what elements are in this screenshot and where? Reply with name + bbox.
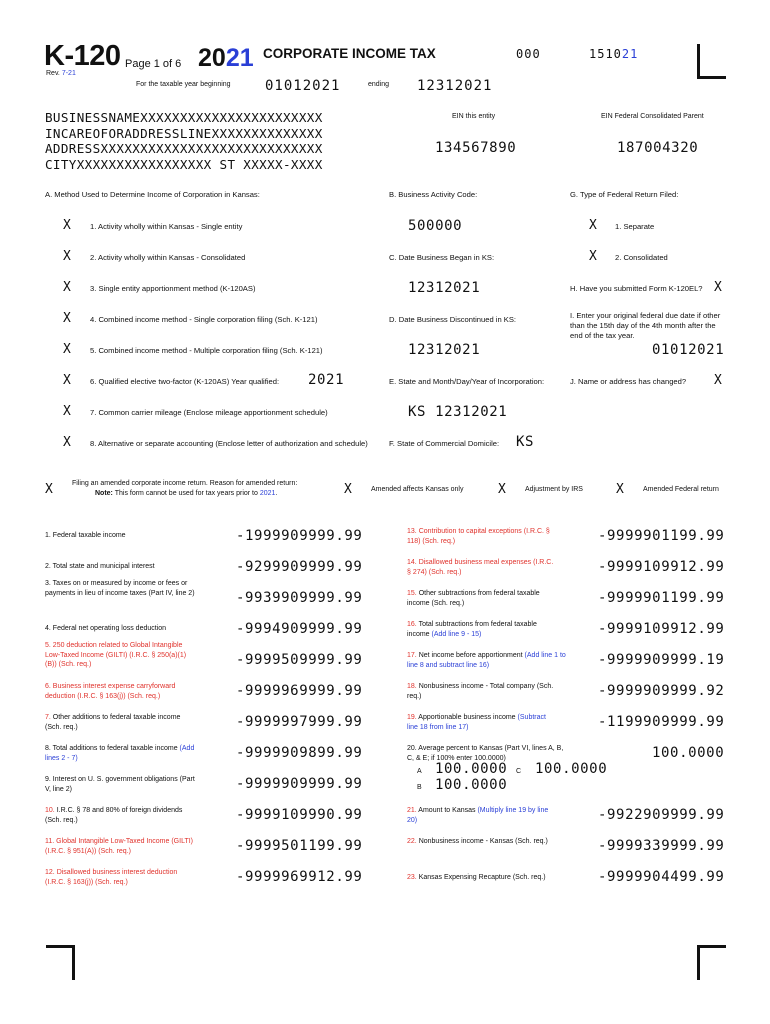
tax-year-heading — [198, 44, 254, 73]
corner-mark-top-right — [697, 44, 726, 79]
incorporation-label: E. State and Month/Day/Year of Incorporation: — [389, 377, 545, 386]
line-21-label: 21. Amount to Kansas (Multiply line 19 by line 20) — [407, 807, 549, 824]
year-prefix: 20 — [198, 44, 226, 72]
line-12-value[interactable]: -9999969912.99 — [236, 869, 363, 885]
kansas-only-checkbox[interactable]: X — [344, 482, 352, 497]
line-5-value[interactable]: -9999509999.99 — [236, 652, 363, 668]
line-21-value[interactable]: -9922909999.99 — [598, 807, 725, 823]
line-23-value[interactable]: -9999904499.99 — [598, 869, 725, 885]
revision-label — [46, 70, 76, 77]
corner-mark-bottom-right — [697, 945, 726, 980]
section-a-checkbox-5[interactable]: X — [63, 342, 71, 357]
line-19-label: 19. Apportionable business income (Subtract line 18 from line 17) — [407, 714, 546, 731]
k120el-question: H. Have you submitted Form K-120EL? — [570, 284, 703, 293]
amended-note: Note: This form cannot be used for tax years prior to 2021. — [95, 490, 278, 497]
line-3-value[interactable]: -9939909999.99 — [236, 590, 363, 606]
address-block — [45, 110, 323, 172]
irs-adjustment-label: Adjustment by IRS — [525, 486, 583, 493]
address-line[interactable]: INCAREOFORADDRESSLINEXXXXXXXXXXXXXX — [45, 125, 323, 141]
amended-federal-checkbox[interactable]: X — [616, 482, 624, 497]
line-3-label: 3. Taxes on or measured by income or fees or payments in lieu of income taxes (Part IV, line 2) — [45, 580, 195, 597]
k120el-checkbox[interactable]: X — [714, 280, 722, 295]
line-13-label: 13. Contribution to capital exceptions (I.R.C. § 118) (Sch. req.) — [407, 528, 550, 545]
amended-checkbox[interactable]: X — [45, 482, 53, 497]
line-16-value[interactable]: -9999109912.99 — [598, 621, 725, 637]
line-7-label: 7. Other additions to federal taxable income (Sch. req.) — [45, 714, 181, 731]
line-7-value[interactable]: -9999997999.99 — [236, 714, 363, 730]
line-2-value[interactable]: -9299909999.99 — [236, 559, 363, 575]
section-a-heading: A. Method Used to Determine Income of Corporation in Kansas: — [45, 190, 260, 199]
original-due-date-value[interactable]: 01012021 — [652, 342, 725, 358]
tax-year-begin[interactable]: 01012021 — [265, 78, 341, 94]
section-a-item-7: 7. Common carrier mileage (Enclose mileage apportionment schedule) — [90, 408, 328, 417]
line-18-value[interactable]: -9999909999.92 — [598, 683, 725, 699]
year-suffix: 21 — [225, 44, 254, 72]
consolidated-label: 2. Consolidated — [615, 253, 668, 262]
consolidated-checkbox[interactable]: X — [589, 249, 597, 264]
line-15-value[interactable]: -9999901199.99 — [598, 590, 725, 606]
commercial-domicile-label: F. State of Commercial Domicile: — [389, 439, 500, 448]
section-a-checkbox-3[interactable]: X — [63, 280, 71, 295]
section-a-item-2: 2. Activity wholly within Kansas - Consolidated — [90, 253, 246, 262]
tax-year-end[interactable]: 12312021 — [417, 78, 493, 94]
line-4-label: 4. Federal net operating loss deduction — [45, 625, 167, 632]
original-due-date-label: I. Enter your original federal due date if other than the 15th day of the 4th month after the end of the tax year. — [570, 311, 721, 340]
line-22-label: 22. Nonbusiness income - Kansas (Sch. req.) — [407, 838, 548, 845]
year-qualified-value[interactable]: 2021 — [308, 372, 345, 388]
line-22-value[interactable]: -9999339999.99 — [598, 838, 725, 854]
line-8-value[interactable]: -9999909899.99 — [236, 745, 363, 761]
address-line[interactable]: CITYXXXXXXXXXXXXXXXXX ST XXXXX-XXXX — [45, 156, 323, 172]
section-a-checkbox-7[interactable]: X — [63, 404, 71, 419]
line-11-value[interactable]: -9999501199.99 — [236, 838, 363, 854]
page-label: Page 1 of 6 — [125, 58, 182, 70]
ein-parent-label: EIN Federal Consolidated Parent — [601, 113, 704, 120]
business-activity-code-value[interactable]: 500000 — [408, 218, 463, 234]
form-code-1: 000 — [516, 47, 541, 61]
line-11-label: 11. Global Intangible Low-Taxed Income (GILTI) (I.R.C. § 951(A)) (Sch. req.) — [45, 838, 193, 855]
section-a-item-4: 4. Combined income method - Single corporation filing (Sch. K-121) — [90, 315, 318, 324]
section-a-item-5: 5. Combined income method - Multiple corporation filing (Sch. K-121) — [90, 346, 323, 355]
ein-parent-value[interactable]: 187004320 — [617, 140, 699, 156]
line-20b-value[interactable]: 100.0000 — [435, 777, 508, 793]
form-code-2 — [589, 47, 638, 61]
line-12-label: 12. Disallowed business interest deduction (I.R.C. § 163(j)) (Sch. req.) — [45, 869, 178, 886]
name-address-changed-checkbox[interactable]: X — [714, 373, 722, 388]
section-a-checkbox-2[interactable]: X — [63, 249, 71, 264]
line-14-label: 14. Disallowed business meal expenses (I.R.C. § 274) (Sch. req.) — [407, 559, 554, 576]
business-activity-code-label: B. Business Activity Code: — [389, 190, 478, 199]
line-1-value[interactable]: -1999909999.99 — [236, 528, 363, 544]
line-17-label: 17. Net income before apportionment (Add line 1 to line 8 and subtract line 16) — [407, 652, 566, 669]
line-20a-value[interactable]: 100.0000 — [435, 761, 508, 777]
line-2-label: 2. Total state and municipal interest — [45, 563, 155, 570]
date-began-label: C. Date Business Began in KS: — [389, 253, 495, 262]
line-20-label: 20. Average percent to Kansas (Part VI, lines A, B, C, & E; if 100% enter 100.0000) — [407, 745, 564, 762]
line-20-value[interactable]: 100.0000 — [652, 745, 725, 761]
ending-label: ending — [368, 81, 390, 88]
kansas-only-label: Amended affects Kansas only — [371, 486, 464, 493]
section-a-checkbox-6[interactable]: X — [63, 373, 71, 388]
form-code-2-prefix: 1510 — [589, 47, 622, 61]
line-14-value[interactable]: -9999109912.99 — [598, 559, 725, 575]
form-id: K-120 — [44, 40, 121, 72]
amended-note-year: 2021 — [259, 490, 276, 497]
line-9-label: 9. Interest on U. S. government obligations (Part V, line 2) — [45, 776, 195, 793]
line-23-label: 23. Kansas Expensing Recapture (Sch. req.) — [407, 874, 546, 881]
line-20c-value[interactable]: 100.0000 — [535, 761, 608, 777]
form-code-2-suffix: 21 — [621, 47, 639, 61]
federal-return-type-label: G. Type of Federal Return Filed: — [570, 190, 679, 199]
line-1-label: 1. Federal taxable income — [45, 532, 126, 539]
line-5-label: 5. 250 deduction related to Global Intangible Low-Taxed Income (GILTI) (I.R.C. § 250(a)(1)(B)) (Sch. req.) — [45, 642, 187, 668]
amended-note-bold: Note: — [95, 490, 113, 497]
line-20c-label: C — [516, 768, 522, 775]
rev-value: 7-21 — [61, 70, 76, 77]
line-8-label: 8. Total additions to federal taxable income (Add lines 2 - 7) — [45, 745, 195, 762]
line-17-value[interactable]: -9999909999.19 — [598, 652, 725, 668]
irs-adjustment-checkbox[interactable]: X — [498, 482, 506, 497]
section-a-item-6: 6. Qualified elective two-factor (K-120AS) Year qualified: — [90, 377, 280, 386]
line-4-value[interactable]: -9994909999.99 — [236, 621, 363, 637]
rev-text: Rev. — [46, 70, 60, 77]
commercial-domicile-value[interactable]: KS — [516, 434, 535, 450]
amended-reason-label: Filing an amended corporate income return. Reason for amended return: — [72, 480, 298, 487]
name-address-changed-label: J. Name or address has changed? — [570, 377, 687, 386]
separate-label: 1. Separate — [615, 222, 655, 231]
section-a-item-8: 8. Alternative or separate accounting (Enclose letter of authorization and schedule) — [90, 439, 368, 448]
tax-year-label: For the taxable year beginning — [136, 81, 231, 88]
ein-entity-label: EIN this entity — [452, 113, 496, 120]
line-18-label: 18. Nonbusiness income - Total company (Sch. req.) — [407, 683, 554, 700]
corner-mark-bottom-left — [46, 945, 75, 980]
line-9-value[interactable]: -9999909999.99 — [236, 776, 363, 792]
line-15-label: 15. Other subtractions from federal taxable income (Sch. req.) — [407, 590, 540, 607]
line-20b-label: B — [417, 784, 422, 791]
section-a-checkbox-8[interactable]: X — [63, 435, 71, 450]
section-a-checkbox-1[interactable]: X — [63, 218, 71, 233]
section-a-checkbox-4[interactable]: X — [63, 311, 71, 326]
amended-federal-label: Amended Federal return — [643, 486, 719, 493]
line-20a-label: A — [417, 768, 422, 775]
ein-entity-value[interactable]: 134567890 — [435, 140, 517, 156]
date-began-value[interactable]: 12312021 — [408, 280, 481, 296]
address-line[interactable]: ADDRESSXXXXXXXXXXXXXXXXXXXXXXXXXXXX — [45, 141, 323, 156]
form-title: CORPORATE INCOME TAX — [263, 46, 436, 61]
line-6-label: 6. Business interest expense carryforward deduction (I.R.C. § 163(j)) (Sch. req.) — [45, 683, 176, 700]
line-6-value[interactable]: -9999969999.99 — [236, 683, 363, 699]
separate-checkbox[interactable]: X — [589, 218, 597, 233]
line-10-value[interactable]: -9999109990.99 — [236, 807, 363, 823]
section-a-item-3: 3. Single entity apportionment method (K-120AS) — [90, 284, 256, 293]
line-16-label: 16. Total subtractions from federal taxable income (Add line 9 - 15) — [407, 621, 537, 638]
incorporation-value[interactable]: KS 12312021 — [408, 404, 508, 420]
line-13-value[interactable]: -9999901199.99 — [598, 528, 725, 544]
date-discontinued-value[interactable]: 12312021 — [408, 342, 481, 358]
section-a-item-1: 1. Activity wholly within Kansas - Single entity — [90, 222, 243, 231]
address-line[interactable]: BUSINESSNAMEXXXXXXXXXXXXXXXXXXXXXXX — [45, 110, 323, 125]
date-discontinued-label: D. Date Business Discontinued in KS: — [389, 315, 517, 324]
line-19-value[interactable]: -1199909999.99 — [598, 714, 725, 730]
line-10-label: 10. I.R.C. § 78 and 80% of foreign dividends (Sch. req.) — [45, 807, 183, 824]
amended-note-text: This form cannot be used for tax years prior to — [114, 490, 258, 497]
